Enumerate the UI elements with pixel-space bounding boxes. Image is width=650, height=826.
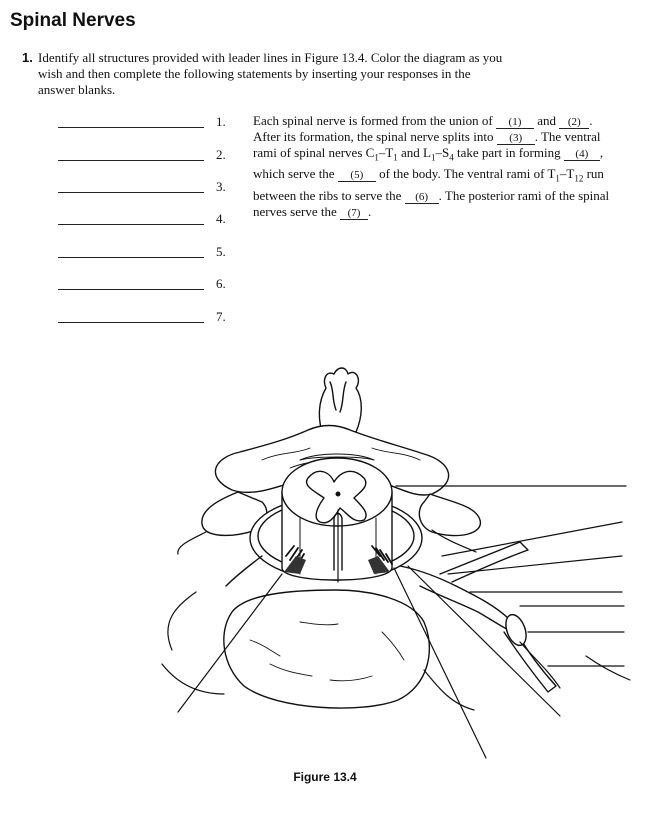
- figure-caption: Figure 13.4: [293, 770, 357, 784]
- statement-text: run between the ribs to serve the: [253, 166, 604, 203]
- answer-blank-7[interactable]: [58, 309, 238, 325]
- answer-line[interactable]: [58, 192, 204, 193]
- answer-blank-1[interactable]: [58, 114, 238, 130]
- answer-blank-4[interactable]: [58, 211, 238, 227]
- left-root-sheath: [226, 556, 262, 586]
- answer-line[interactable]: [58, 127, 204, 128]
- answer-line[interactable]: [58, 257, 204, 258]
- subscript: 1: [555, 173, 560, 184]
- statement-text: –T: [559, 166, 575, 182]
- statement-text: .: [534, 129, 538, 144]
- answer-blank-2[interactable]: [58, 147, 238, 163]
- page-title: Spinal Nerves: [10, 10, 136, 31]
- statement-text: –S: [435, 145, 450, 160]
- statement-text: –T: [378, 145, 394, 160]
- statement-text: of the body. The ventral rami of T: [379, 166, 556, 182]
- statement-text: Each spinal nerve is formed from the union of: [253, 113, 493, 128]
- vertebral-body: [224, 590, 430, 708]
- statement-text: , which serve the: [253, 145, 604, 182]
- answer-blank-3[interactable]: [58, 179, 238, 195]
- statement-text: . The posterior rami of the spinal nerves serve the: [253, 187, 610, 219]
- subscript: 4: [449, 152, 454, 163]
- statement-text: take part in forming: [453, 145, 561, 160]
- answer-blank-5[interactable]: [58, 244, 238, 260]
- answer-number: 2.: [216, 147, 226, 162]
- body-wall-outline-left: [162, 532, 224, 694]
- subscript: 1: [374, 152, 379, 163]
- answer-line[interactable]: [58, 160, 204, 161]
- answer-number: 3.: [216, 179, 226, 194]
- answer-number: 6.: [216, 276, 226, 291]
- leader-line: [408, 566, 560, 716]
- statement-text: and: [537, 113, 556, 128]
- statement-text: .: [368, 203, 372, 219]
- answer-line[interactable]: [58, 322, 204, 323]
- question-text: Identify all structures provided with leader lines in Figure 13.4. Color the diagram as you wish and then complete the following statements by inserting your responses in the answer blanks.: [38, 50, 503, 97]
- subscript: 1: [430, 152, 436, 163]
- spinal-cord-cross-section-figure: [0, 360, 650, 760]
- answer-number: 1.: [216, 114, 226, 129]
- right-transverse-process: [419, 494, 480, 536]
- inline-blank-1[interactable]: (1): [496, 116, 534, 129]
- subscript: 1: [393, 152, 398, 163]
- answer-number: 7.: [216, 309, 226, 324]
- inline-blank-5[interactable]: (5): [338, 169, 376, 182]
- question-number: 1.: [22, 50, 33, 65]
- question-instructions: [22, 50, 508, 98]
- statement-text: The ventral rami of spinal nerves C: [253, 129, 601, 160]
- spinous-process: [319, 368, 361, 432]
- statement-text: and L: [397, 145, 431, 160]
- inline-blank-4[interactable]: (4): [564, 148, 600, 161]
- subscript: 12: [574, 173, 584, 184]
- statement-text: . After its formation, the spinal nerve splits into: [253, 113, 593, 144]
- inline-blank-2[interactable]: (2): [559, 116, 589, 129]
- inline-blank-7[interactable]: (7): [340, 207, 368, 220]
- answer-number: 5.: [216, 244, 226, 259]
- inline-blank-3[interactable]: (3): [497, 132, 535, 145]
- leader-line: [448, 556, 622, 574]
- statements-paragraph: [253, 113, 621, 220]
- inline-blank-6[interactable]: (6): [405, 191, 439, 204]
- answer-number: 4.: [216, 211, 226, 226]
- answer-line[interactable]: [58, 289, 204, 290]
- central-canal: [336, 492, 340, 496]
- answer-line[interactable]: [58, 224, 204, 225]
- answer-blank-6[interactable]: [58, 276, 238, 292]
